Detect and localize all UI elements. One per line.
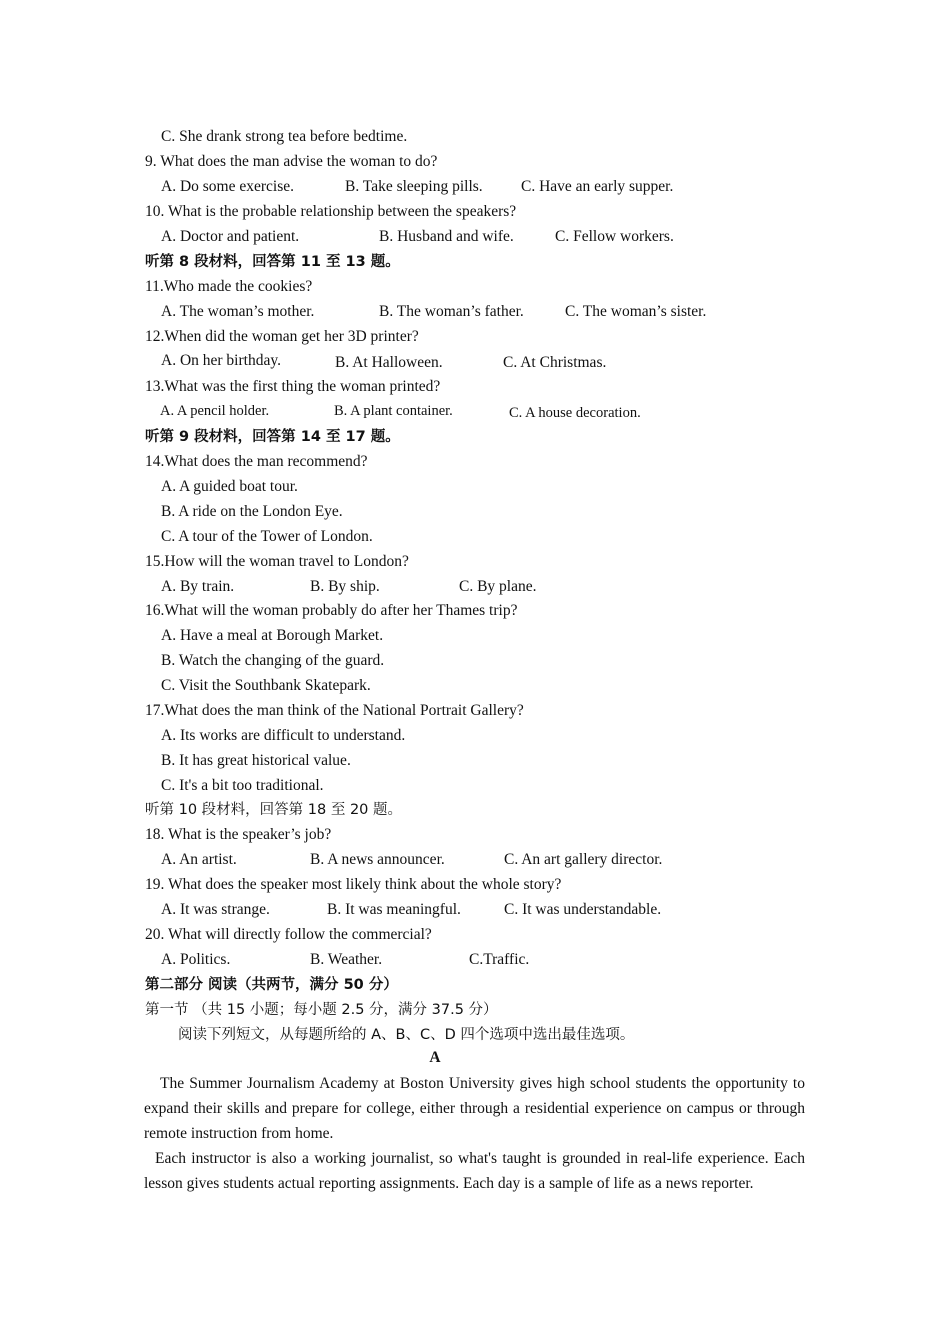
q13-option-c: C. A house decoration. — [509, 405, 641, 421]
q16-option-b: B. Watch the changing of the guard. — [161, 652, 385, 669]
q9-option-a: A. Do some exercise. — [161, 178, 294, 195]
question-17: 17.What does the man think of the National Portrait Gallery? — [145, 702, 524, 719]
q11-option-a: A. The woman’s mother. — [161, 303, 315, 320]
q14-option-c: C. A tour of the Tower of London. — [161, 528, 373, 545]
question-11: 11.Who made the cookies? — [145, 278, 313, 295]
q18-option-b: B. A news announcer. — [310, 851, 445, 868]
q19-option-c: C. It was understandable. — [504, 901, 662, 918]
question-14: 14.What does the man recommend? — [145, 453, 368, 470]
question-12: 12.When did the woman get her 3D printer? — [145, 328, 419, 345]
q16-option-c: C. Visit the Southbank Skatepark. — [161, 677, 371, 694]
q9-option-b: B. Take sleeping pills. — [345, 178, 483, 195]
segment-10-heading: 听第 10 段材料，回答第 18 至 20 题。 — [145, 802, 403, 818]
q17-option-b: B. It has great historical value. — [161, 752, 351, 769]
q10-option-c: C. Fellow workers. — [555, 228, 674, 245]
q18-option-a: A. An artist. — [161, 851, 237, 868]
q12-option-c: C. At Christmas. — [503, 354, 607, 371]
question-10: 10. What is the probable relationship between the speakers? — [145, 203, 517, 220]
q11-option-b: B. The woman’s father. — [379, 303, 524, 320]
q10-option-a: A. Doctor and patient. — [161, 228, 300, 245]
q12-option-a: A. On her birthday. — [161, 352, 281, 369]
reading-instruction: 阅读下列短文，从每题所给的 A、B、C、D 四个选项中选出最佳选项。 — [178, 1027, 635, 1043]
question-15: 15.How will the woman travel to London? — [145, 553, 409, 570]
section-1-heading: 第一节 （共 15 小题；每小题 2.5 分，满分 37.5 分） — [145, 1002, 498, 1018]
q11-option-c: C. The woman’s sister. — [565, 303, 707, 320]
q19-option-a: A. It was strange. — [161, 901, 270, 918]
q10-option-b: B. Husband and wife. — [379, 228, 514, 245]
passage-title: A — [429, 1049, 441, 1066]
question-18: 18. What is the speaker’s job? — [145, 826, 332, 843]
question-16: 16.What will the woman probably do after her Thames trip? — [145, 602, 518, 619]
question-9: 9. What does the man advise the woman to do? — [145, 153, 438, 170]
q18-option-c: C. An art gallery director. — [504, 851, 663, 868]
q14-option-b: B. A ride on the London Eye. — [161, 503, 343, 520]
passage-paragraph-1: The Summer Journalism Academy at Boston University gives high school students the opportunity to expand their skills and prepare for college, either through a residential experience on campus or through remote instruction from home. — [144, 1075, 805, 1142]
q12-option-b: B. At Halloween. — [335, 354, 443, 371]
q13-option-b: B. A plant container. — [334, 403, 453, 419]
q8-option-c: C. She drank strong tea before bedtime. — [161, 128, 408, 145]
q17-option-a: A. Its works are difficult to understand. — [161, 727, 406, 744]
q13-option-a: A. A pencil holder. — [160, 403, 270, 419]
q20-option-b: B. Weather. — [310, 951, 383, 968]
q17-option-c: C. It's a bit too traditional. — [161, 777, 324, 794]
question-19: 19. What does the speaker most likely think about the whole story? — [145, 876, 562, 893]
q19-option-b: B. It was meaningful. — [327, 901, 461, 918]
q16-option-a: A. Have a meal at Borough Market. — [161, 627, 384, 644]
passage-paragraph-2: Each instructor is also a working journalist, so what's taught is grounded in real-life experience. Each lesson gives students actual reporting assignments. Each day is a sample of life as a news reporter. — [144, 1150, 805, 1192]
question-20: 20. What will directly follow the commercial? — [145, 926, 432, 943]
q15-option-c: C. By plane. — [459, 578, 537, 595]
q20-option-c: C.Traffic. — [469, 951, 530, 968]
question-13: 13.What was the first thing the woman printed? — [145, 378, 441, 395]
q15-option-a: A. By train. — [161, 578, 235, 595]
segment-9-heading: 听第 9 段材料，回答第 14 至 17 题。 — [145, 429, 400, 445]
segment-8-heading: 听第 8 段材料，回答第 11 至 13 题。 — [145, 254, 400, 270]
q14-option-a: A. A guided boat tour. — [161, 478, 298, 495]
part-2-heading: 第二部分 阅读（共两节，满分 50 分） — [145, 977, 398, 993]
q9-option-c: C. Have an early supper. — [521, 178, 674, 195]
q15-option-b: B. By ship. — [310, 578, 380, 595]
q20-option-a: A. Politics. — [161, 951, 231, 968]
